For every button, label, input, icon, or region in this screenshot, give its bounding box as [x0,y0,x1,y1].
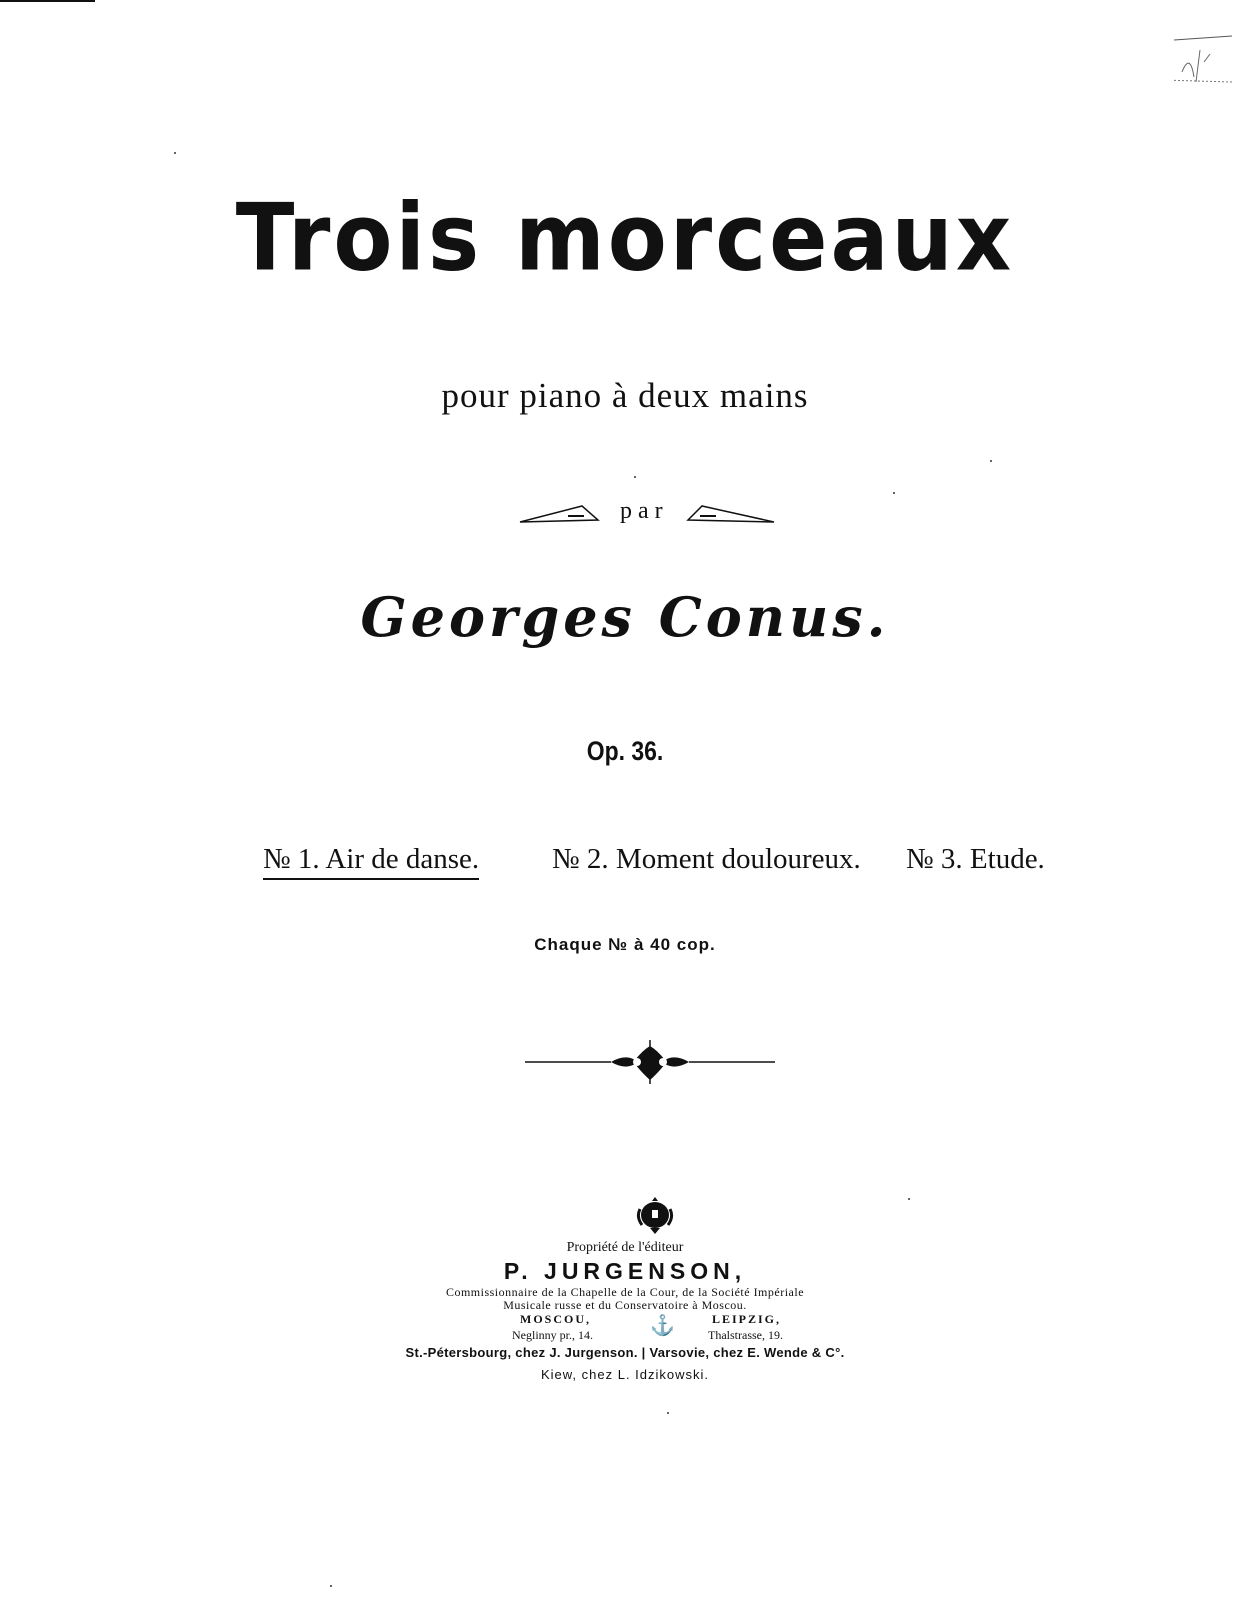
subtitle: pour piano à deux mains [441,376,809,415]
scan-speck [667,1412,669,1414]
by-label: par [620,498,669,524]
city-leipzig: LEIPZIG, [712,1312,782,1326]
piece-1: № 1. Air de danse. [263,843,479,880]
opus-number: Op. 36. [586,736,664,766]
commission-line-1: Commissionnaire de la Chapelle de la Cour, de la Société Impériale [445,1285,805,1299]
page-title: Trois morceaux [235,184,1015,292]
scan-speck [908,1198,910,1200]
piece-2: № 2. Moment douloureux. [552,843,861,875]
ornament-flourish-icon [525,1040,775,1088]
property-line: Propriété de l'éditeur [566,1240,684,1255]
commission-line-2: Musicale russe et du Conservatoire à Moscou. [503,1298,747,1312]
top-rule [0,0,95,2]
pencil-mark [1172,32,1242,92]
anchor-cross-icon: ⚓ [650,1313,675,1337]
composer-name: Georges Conus. [360,585,890,649]
commission-text [0,1286,1250,1312]
scan-speck [330,1585,332,1587]
kiew-branch: Kiew, chez L. Idzikowski. [540,1367,710,1382]
left-wedge-ornament [518,502,600,526]
byline [518,496,788,536]
publisher-name: P. JURGENSON, [503,1258,747,1284]
scan-speck [174,152,176,154]
scan-speck [990,460,992,462]
address-leipzig: Thalstrasse, 19. [708,1328,783,1342]
piece-3: № 3. Etude. [906,843,1045,875]
scan-speck [634,476,636,478]
city-addresses [512,1312,870,1344]
city-moscow: MOSCOU, [520,1312,591,1326]
imperial-eagle-icon [636,1195,674,1239]
right-wedge-ornament [686,502,776,526]
branch-offices: St.-Pétersbourg, chez J. Jurgenson. | Varsovie, chez E. Wende & C°. [405,1345,845,1360]
address-moscow: Neglinny pr., 14. [512,1328,593,1342]
price-line: Chaque № à 40 cop. [534,935,716,954]
scan-speck [893,492,895,494]
